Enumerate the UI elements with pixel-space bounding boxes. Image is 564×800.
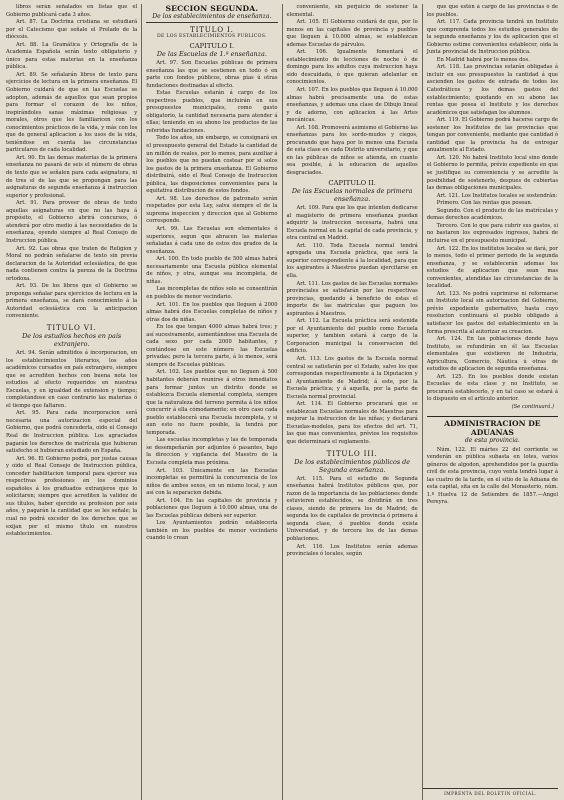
paragraph: Art. 99. Las Escuelas son elementales ó superiores, segun que abracen las materias señaladas á cada uno de estos dos grados de la enseñanza. <box>146 226 278 255</box>
aduanas-subtitle: de esta provincia. <box>464 436 520 444</box>
paragraph: Art. 123. No podrá suprimirse ni reformarse un Instituto local sin autorizacion del Gobierno, prévio expediente gubernativo, hasta cuyo resolucion continuará el pueblo obligado á satisfacer los gastos del establecimiento en la forma prescrita al autorizar su creacion. <box>426 290 558 335</box>
section-subtitle: De los establecimientos de enseñanza. <box>146 13 277 23</box>
paragraph: Art. 107. En los pueblos que lleguen á 10.000 almas habrá precisamente una de estas enseñanzas, y ademas una clase de Dibujo lineal y de adorno, con aplicacion á las Artes mecánicas. <box>286 87 418 124</box>
column-2 <box>141 4 277 800</box>
paragraph: que que estén á cargo de las provincias ó de los pueblos. <box>426 4 558 18</box>
paragraph: Los Ayuntamientos podrán establecerla también en los pueblos de menor vecindario cuando lo crean <box>146 520 278 542</box>
aduanas-heading: ADMINISTRACION DE ADUANAS <box>427 416 558 437</box>
printer-footer: IMPRENTA DEL BOLETIN OFICIAL. <box>423 788 558 798</box>
paragraph: Art. 119. El Gobierno podrá hacerse cargo de sostener los Institutos de las provincias que tengan por conveniente, mediante que cantidad ó cantidad que la provincia ha de entregar anualmente al Estado. <box>426 117 558 154</box>
chapter-subtitle: De las Escuelas normales de primera enseñanza. <box>291 187 413 204</box>
chapter-heading: CAPITULO I. <box>189 41 235 50</box>
paragraph: Art. 91. Para proveer de obras de texto aquellas asignaturas en que no las haya á propósito, el Gobierno abrirá concursos, ó atenderá por otro medio á las necesidades de la enseñanza, oyendo siempre al Real Consejo de Instruccion pública. <box>6 200 138 244</box>
paragraph: Estas Escuelas estarán á cargo de los respectivos pueblos, que incluirán en sus presupuestos municipales, como gasto obligatorio, la cantidad necesaria para atender á ellas; teniendo en su abono los productos de las referidas fundaciones. <box>146 90 278 134</box>
chapter-subtitle: De los estudios hechos en país extranjero. <box>22 331 122 348</box>
column-1 <box>6 4 137 800</box>
paragraph: Art. 106. Igualmente fomentará el establecimiento de lecciones de noche ó de domingo para los adultos cuya instruccion haya sido descuidada, ó que quieran adelantar en conocimientos. <box>286 49 418 86</box>
title-heading: TITULO VI. <box>46 322 97 332</box>
paragraph: Art. 108. Promoverá asimismo el Gobierno las enseñanzas para los sordo-mudos y ciegos, procurando que haya por lo menos una Escuela de esta clase en cada Distrito universitario, y que en las públicas de niños se atienda, en cuanto sea posible, á la educacion de aquellos desgraciados. <box>286 124 418 177</box>
paragraph: Art. 104. En las capitales de provincia y poblaciones que lleguen á 10.000 almas, una de las Escuelas públicas deberá ser superior. <box>146 497 278 519</box>
paragraph: conveniente, sin perjuicio de sostener la elemental. <box>286 4 418 18</box>
chapter-heading: CAPITULO II. <box>328 178 376 187</box>
paragraph: Art. 87. La Doctrina cristiana se estudiará por el Catecismo que señale el Prelado de la diócesis. <box>6 19 138 41</box>
paragraph: Art. 111. Los gastos de las Escuelas normales provinciales se satisfarán por las respectivas provincias, quedando á beneficio de estas el importe de las matrículas que paguen los aspirantes á Maestros. <box>286 280 418 317</box>
paragraph: libros serán señalados en listas que el Gobierno publicará cada 3 años. <box>6 4 138 18</box>
title-heading: TITULO III. <box>326 448 378 458</box>
paragraph: Art. 94. Serán admitidos á incorporacion, en los establecimientos literarios, los años académicos cursados en país extranjero, siempre que se acrediten hechos con buena nota los estudios al efecto requeridos en nuestras Escuelas, y en igualdad de extension y tiempo; completándose en caso contrario las materias ó el tiempo que faltaren. <box>6 349 138 409</box>
paragraph: Art. 93. De los libros que el Gobierno se proponga señalar para ejercicios de lectura en la primera enseñanza, se dará conocimiento á la Autoridad eclesiástica con la anticipacion conveniente. <box>6 283 138 320</box>
paragraph: Art. 90. En las demas materias de la primera enseñanza no pasará de seis el número de obras de texto que se señalen para cada asignatura, ni de tres el de las que se propongan para las asignaturas de segunda enseñanza á instruccion superior y profesional. <box>6 154 138 199</box>
paragraph: En los que tengan 4000 almas habrá tres; y así sucesivamente, aumentándose una Escuela de cada sexo por cada 2000 habitantes, y contándose en este número las Escuelas privadas; pero la tercera parte, á lo menos, será siempre de Escuelas públicas. <box>146 324 278 368</box>
paragraph: Segundo. Con el producto de las matrículas y demas derechos académicos. <box>426 207 558 222</box>
chapter-subtitle: De las Escuelas de 1.ª enseñanza. <box>156 50 267 58</box>
paragraph: Art. 115. Para el estudio de Segunda enseñanza habrá Institutos públicos que, por razon de la importancia de las poblaciones donde estuvieren establecidos, se dividirán en tres clases, siendo de primera los de Madrid; de segunda los de capitales de provincia ó primera á segunda clase, ó pueblos donde exista Universidad, y de tercera los de las demas poblaciones. <box>286 475 418 542</box>
paragraph: Art. 114. El Gobierno procurará que se establezcan Escuelas normales de Maestras para mejorar la instruccion de las niñas; y declarará Escuelas-modelos, para los efectos del art. 71, las que mas convenientes, prévios los requisitos que determinará el reglamento. <box>286 401 418 446</box>
paragraph: Art. 101. En los pueblos que lleguen á 2000 almas habrá dos Escuelas completas de niños y otras dos de niñas. <box>146 301 278 323</box>
paragraph: Art. 118. Las provincias estarán obligadas á incluir en sus presupuestos la cantidad á que ascienden los gastos de entrada de todos los Catedráticos y los demas gastos del establecimiento; quedando en su abono las rentas que posea el Instituto y los derechos académicos que satisfagan los alumnos. <box>426 64 558 116</box>
paragraph: Núm. 122. El mártes 22 del corriente se venderán en pública subasta en lotes, varios géneros de algodon, aprehendidos por la guardia civil de esta provincia, cuyo venta tendrá lugar á las cuatro de la tarde, en el sitio de la Aduana de esta capital, sita en la calle del Monasterio, núm. 1.º Huelva 12 de Setiembre de 1857.—Angel Pereyra. <box>426 446 558 506</box>
paragraph: Art. 125. En los pueblos donde existan Escuelas de esta clase y no Instituto, se procurará establecerlo, y en tal caso se estará á lo dispuesto en el artículo anterior. <box>426 373 558 403</box>
paragraph: Las incompletas de niños solo se consentirán en pueblos de menor vecindario. <box>146 286 278 300</box>
continuation-note: (Se continuará.) <box>511 403 554 410</box>
paragraph: Art. 103. Únicamente en las Escuelas incompletas se permitirá la concurrencia de los niños de ambos sexos, en un mismo local, y aun así con la separacion debida. <box>146 467 278 497</box>
paragraph: Art. 92. Las obras que traten de Religion y Moral no podrán señalarse de texto sin previa declaracion de la Autoridad eclesiástica, de que nada contienen contra la pureza de la Doctrina ortodoxa. <box>6 245 138 282</box>
paragraph: Art. 116. Los Institutos serán ademas provinciales ó locales, según <box>286 543 418 558</box>
paragraph: Art. 121. Los Institutos locales se sostendrán: <box>436 192 558 199</box>
subheading-caps: DE LOS ESTABLECIMIENTOS PUBLICOS. <box>157 34 267 39</box>
paragraph: Art. 89. Se señalarán libros de texto para ejercicios de lectura en la primera enseñanza. El Gobierno cuidará de que en las Escuelas se adopten, además de aquellos que sean propios para formar el corazon de los niños, inspirándoles sanas máximas religiosas y morales, otros que les familiaricen con los conocimientos prácticos de la vida, y más con los que de general aplicacion a los usos de la vida, teniéndose en cuenta las circunstancias particulares de cada localidad. <box>6 71 138 154</box>
column-3 <box>282 4 418 800</box>
paragraph: Art. 112. La Escuela práctica será sostenida por el Ayuntamiento del pueblo como Escuela superior, y tambien estará á cargo de la Corporacion municipal la conservacion del edificio. <box>286 318 418 355</box>
paragraph: Art. 95. Para cada incorporacion será necesaria una autorizacion especial del Gobierno, que podrá concederla, oido el Consejo Real de Instruccion pública. Los agraciados pagarán los derechos de matrícula que hubieran satisfecho si hubieran estudiado en España. <box>6 410 138 455</box>
paragraph: Art. 122. En los institutos locales se dará, por lo menos, todo el primer periodo de la segunda enseñanza, y se establecerán ademas los estudios de aplicacion que sean mas convenientes, atendidas las circunstancias de la localidad. <box>426 245 558 290</box>
paragraph: Art. 88. La Gramática y Ortografía de la Academia Española serán texto obligatorio y único para estas materias en la enseñanza pública. <box>6 41 138 71</box>
chapter-subtitle: De los establecimientos públicos de Segunda enseñanza. <box>294 457 411 474</box>
paragraph: Primero. Con las rentas que posean. <box>436 200 533 207</box>
paragraph: Art. 100. En todo pueblo de 500 almas habrá necesariamente una Escuela pública elemental de niños, y otra, aunque sea incompleta, de niñas. <box>146 256 278 285</box>
paragraph: Art. 109. Para que los que intenten dedicarse al magisterio de primera enseñanza puedan adquirir la instruccion necesaria, habrá una Escuela normal en la capital de cada provincia, y otra central en Madrid. <box>286 205 418 242</box>
paragraph: Todo los años, sin embargo, se consignará en el presupuesto general del Estado la cantidad de un millón de reales, por lo menos, para auxiliar á los pueblos que no puedan costear por si solos los gastos de la primera enseñanza. El Gobierno distribuirá, oido el Real Consejo de Instruccion pública, las disposiciones convenientes para la equitativa distribucion de estos fondos. <box>146 135 278 195</box>
paragraph: Art. 124. En las poblaciones donde haya Instituto, se refundirán en él las Escuelas elementales que existieren de Industria, Agricultura, Comercio, Náutica ú otras de estudios de aplicacion de segunda enseñanza. <box>426 336 558 373</box>
title-heading: TITULO I. <box>189 25 234 34</box>
paragraph: Art. 113. Los gastos de la Escuela normal central se satisfarán por el Estado, salvo los que correspondan respectivamente á la Diputacion y al Ayuntamiento de Madrid; á este, por la Escuela práctica; y á aquella, por la parte de Escuela normal provincial. <box>286 356 418 400</box>
paragraph: Art. 102. Los pueblos que no lleguen á 500 habitantes deberán reunirse á otros inmediatos para formar juntos un distrito donde se establezca Escuela elemental completa, siempre que la naturaleza del terreno permita á los niños concurrir á ella cómodamente; en otro caso cada pueblo establecerá una Escuela incompleta, y si aun esto no fuere posible, la tendrá por temporada. <box>146 369 278 436</box>
column-4 <box>422 4 558 800</box>
paragraph: Art. 96. El Gobierno podrá, por justas causas y oido el Real Consejo de Instruccion pública, conceder habilitacion temporal para ejercer sus respectivas profesiones en los dominios españoles á los graduados extranjeros que lo solicitaren; siempre que acrediten la validez de sus títulos, haber ejercido su profesion por seis años, y pagarán la cantidad que se les señale; la cual no podrá exceder de los derechos que se exijan por el mismo título en nuestros establecimientos. <box>6 455 138 538</box>
paragraph: Art. 117. Cada provincia tendrá un Instituto que comprenda todos los estudios generales de la segunda enseñanza y los de aplicacion que el Gobierno estime convenientes establecer, oida la Junta provincial de Instruccion pública. <box>426 19 558 56</box>
paragraph: Art. 105. El Gobierno cuidará de que, por lo menos en las capitales de provincia y pueblos que lleguen á 10.000 almas, se establezcan ademas Escuelas de párvulos. <box>286 19 418 48</box>
paragraph: Tercero. Con lo que para cubrir sus gastos, si no bastaren los expresados ingresos, habrá de incluirse en el presupuesto municipal. <box>426 222 558 244</box>
paragraph: Art. 120. No habrá Instituto local sino donde el Gobierno lo permita, prévio expediente en que se justifique su conveniencia y se acredite la posibilidad de sostenerlo, despues de cubiertas las demas obligaciones municipales. <box>426 154 558 192</box>
paragraph: En Madrid habrá por lo menos dos. <box>436 56 530 63</box>
paragraph: Art. 97. Son Escuelas públicas de primera enseñanza las que se sostienen en todo ó en parte con fondos públicos, obras pias ú otras fundaciones destinadas al efecto. <box>146 60 278 89</box>
paragraph: Las escuelas incompletas y las de temporada se desempeñarán por adjuntos ó pasantes, bajo la direccion y vigilancia del Maestro de la Escuela completa mas próxima. <box>146 437 278 466</box>
section-heading: SECCION SEGUNDA. <box>165 4 259 13</box>
paragraph: Art. 110. Toda Escuela normal tendrá agregada una Escuela práctica, que será la superior correspondiente á la localidad, para que los aspirantes á Maestros puedan ejercitarse en ella. <box>286 242 418 279</box>
paragraph: Art. 98. Los derechos de patronato serán respetados por esta Ley, salva siempre el de la suprema inspeccion y direccion que al Gobierno corresponde. <box>146 195 278 225</box>
